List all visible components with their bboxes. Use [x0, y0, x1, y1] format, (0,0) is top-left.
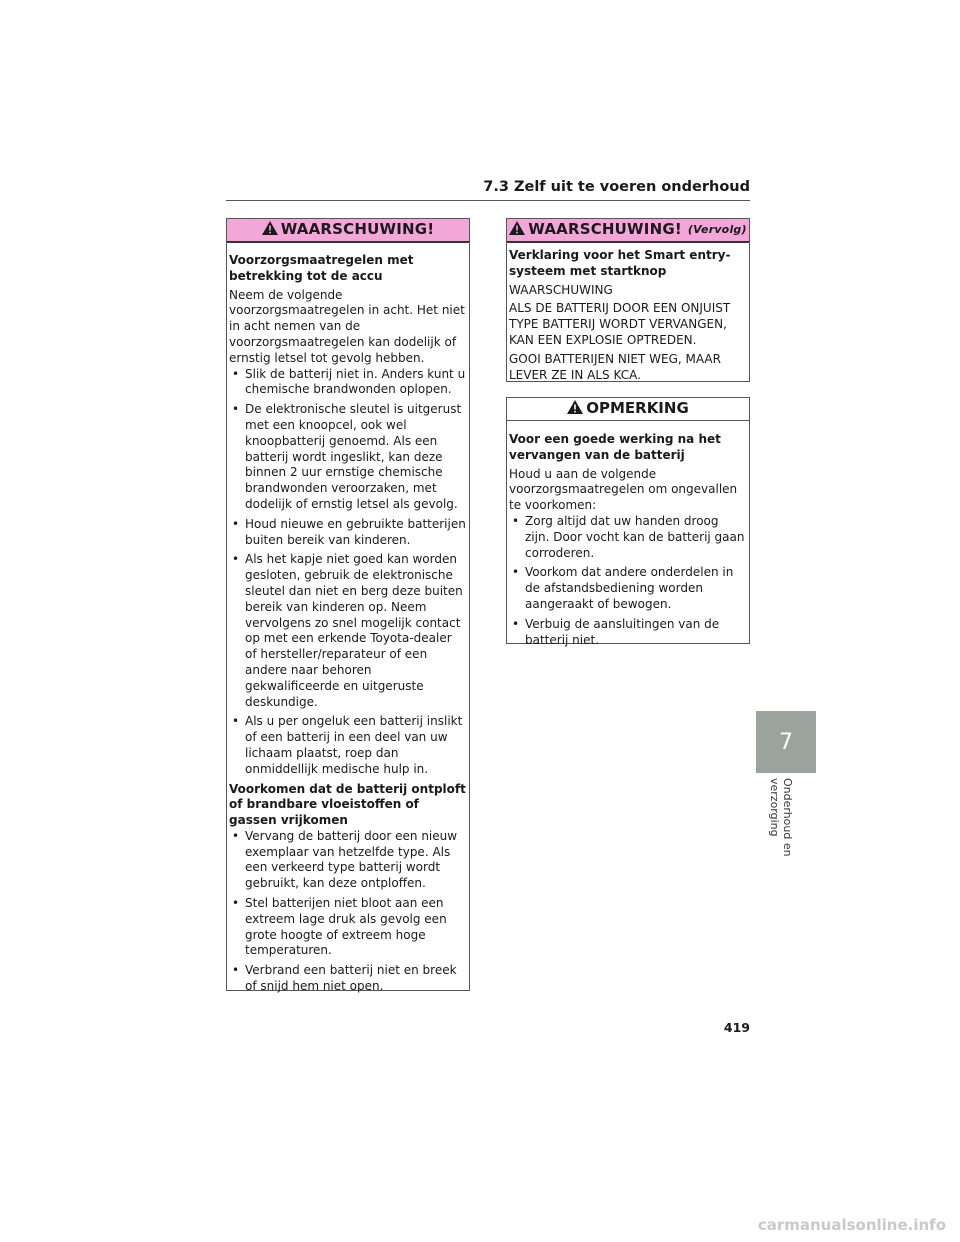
note-subheading: Voor een goede werking na het vervangen van de batterij	[509, 432, 721, 462]
note-intro: Houd u aan de volgende voorzorgsmaatregelen om ongevallen te voorkomen:	[509, 466, 738, 513]
section-title: 7.3 Zelf uit te voeren onderhoud	[226, 178, 750, 201]
warning-line: ALS DE BATTERIJ DOOR EEN ONJUIST TYPE BATTERIJ WORDT VERVANGEN, KAN EEN EXPLOSIE OPTREDEN.	[509, 301, 731, 347]
list-item: • Als het kapje niet goed kan worden gesloten, gebruik de elektronische sleutel dan niet en berg deze buiten bereik van kinderen op. Neem vervolgens zo snel mogelijk contact op met een erkende Toyota-dealer of hersteller/reparateur of een andere naar behoren gekwalificeerde en uitgeruste deskundige.	[229, 552, 466, 710]
warning-subheading: Voorzorgsmaatregelen met betrekking tot de accu	[229, 253, 414, 283]
list-item: • Slik de batterij niet in. Anders kunt u chemische brandwonden oplopen.	[229, 367, 466, 399]
list-item: • Stel batterijen niet bloot aan een extreem lage druk als gevolg een grote hoogte of extreem hoge temperaturen.	[229, 896, 466, 959]
list-item: • Houd nieuwe en gebruikte batterijen buiten bereik van kinderen.	[229, 517, 466, 549]
notice-icon	[567, 400, 583, 418]
page-number: 419	[723, 1020, 750, 1035]
warning-line: GOOI BATTERIJEN NIET WEG, MAAR LEVER ZE IN ALS KCA.	[509, 351, 721, 382]
warning-subheading: Voorkomen dat de batterij ontploft of brandbare vloeistoffen of gassen vrijkomen	[229, 781, 466, 828]
list-item: • De elektronische sleutel is uitgerust met een knoopcel, ook wel knoopbatterij genoemd. Als een batterij wordt ingeslikt, kan deze binnen 2 uur ernstige chemische brandwonden veroorzaken, met dodelijk of ernstig letsel als gevolg.	[229, 402, 466, 513]
warning-intro: Neem de volgende voorzorgsmaatregelen in acht. Het niet in acht nemen van de voorzorgsmaatregelen kan dodelijk of ernstig letsel tot gevolg hebben.	[229, 287, 465, 365]
warning-triangle-icon	[509, 221, 525, 239]
warning-box-continued	[506, 218, 750, 382]
warning-title: WAARSCHUWING!	[528, 220, 682, 239]
note-header	[507, 398, 749, 421]
warning-line: WAARSCHUWING	[509, 282, 613, 297]
warning-title: WAARSCHUWING!	[280, 220, 435, 239]
chapter-label: Onderhoud en verzorging	[768, 778, 794, 857]
list-item: • Als u per ongeluk een batterij inslikt of een batterij in een deel van uw lichaam plaatst, roep dan onmiddellijk medische hulp in.	[229, 714, 466, 777]
list-item: • Voorkom dat andere onderdelen in de afstandsbediening worden aangeraakt of bewogen.	[509, 565, 746, 612]
list-item: • Vervang de batterij door een nieuw exemplaar van hetzelfde type. Als een verkeerd type batterij wordt gebruikt, kan deze ontploffen.	[229, 829, 466, 892]
warning-header	[227, 219, 469, 243]
continued-label: (Vervolg)	[687, 223, 747, 237]
note-box	[506, 397, 750, 647]
list-item: • Zorg altijd dat uw handen droog zijn. Door vocht kan de batterij gaan corroderen.	[509, 514, 746, 561]
watermark: carmanualsonline.info	[757, 1216, 946, 1234]
warning-header	[507, 219, 749, 243]
warning-triangle-icon	[262, 221, 278, 239]
chapter-tab: 7	[756, 711, 816, 773]
list-item: • Verbuig de aansluitingen van de batterij niet.	[509, 617, 746, 649]
warning-box-battery	[226, 218, 470, 994]
list-item: • Verbrand een batterij niet en breek of snijd hem niet open.	[229, 963, 466, 995]
note-title: OPMERKING	[586, 399, 689, 418]
warning-subheading: Verklaring voor het Smart entry-systeem met startknop	[509, 248, 731, 278]
